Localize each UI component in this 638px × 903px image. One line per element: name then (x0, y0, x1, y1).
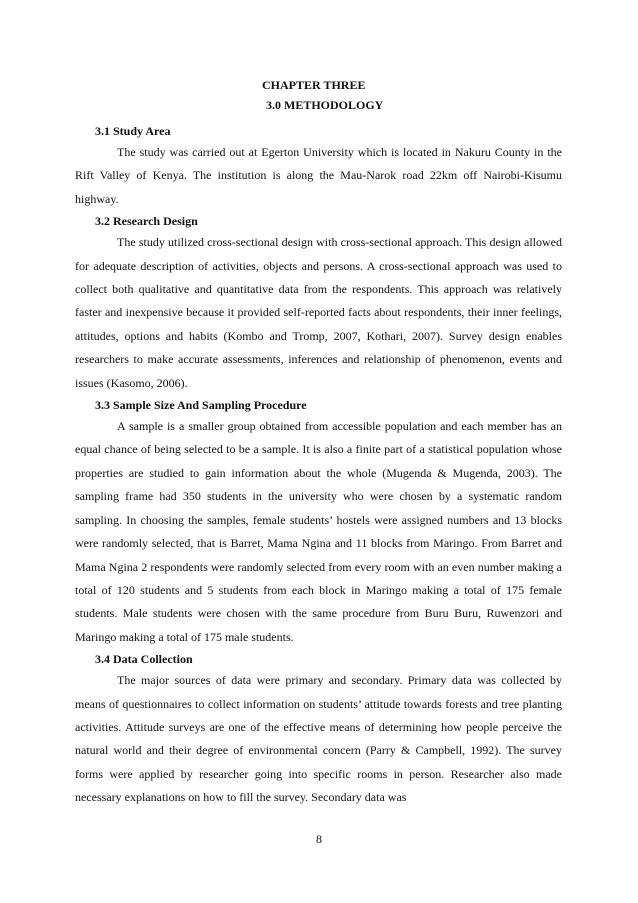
section-heading-data-collection: 3.4 Data Collection (95, 652, 193, 667)
chapter-title: CHAPTER THREE (262, 78, 366, 92)
section-heading-study-area: 3.1 Study Area (95, 124, 171, 138)
section-heading-research-design: 3.2 Research Design (95, 214, 198, 229)
section-text-data-collection: The major sources of data were primary and secondary. Primary data was collected by means of questionnaires to collect information on students’ attitude towards forests and tree planting activities. Attitude surveys are one of the effective means of determining how people perceive the natural world and their degree of environmental concern (Parry & Campbell, 1992). The survey forms were applied by researcher going into specific rooms in person. Researcher also made necessary explanations on how to fill the survey. Secondary data was (75, 673, 562, 805)
chapter-subtitle: 3.0 METHODOLOGY (266, 98, 384, 112)
section-text-research-design: The study utilized cross-sectional design with cross-sectional approach. This design allowed for adequate description of activities, objects and persons. A cross-sectional approach was used to collect both qualitative and quantitative data from the respondents. This approach was relatively faster and inexpensive because it provided self-reported facts about respondents, their inner feelings, attitudes, options and habits (Kombo and Tromp, 2007, Kothari, 2007). Survey design enables researchers to make accurate assessments, inferences and relationship of phenomenon, events and issues (Kasomo, 2006). (75, 235, 562, 390)
document-body (75, 121, 562, 810)
section-text-sampling: A sample is a smaller group obtained from accessible population and each member has an equal chance of being selected to be a sample. It is also a finite part of a statistical population whose properties are studied to gain information about the whole (Mugenda & Mugenda, 2003). The sampling frame had 350 students in the university who were chosen by a systematic random sampling. In choosing the samples, female students’ hostels were assigned numbers and 13 blocks were randomly selected, that is Barret, Mama Ngina and 11 blocks from Maringo. From Barret and Mama Ngina 2 respondents were randomly selected from every room with an even number making a total of 120 students and 5 students from each block in Maringo making a total of 175 female students. Male students were chosen with the same procedure from Buru Buru, Ruwenzori and Maringo making a total of 175 male students. (75, 419, 562, 644)
page-number: 8 (316, 832, 322, 846)
section-text-study-area: The study was carried out at Egerton University which is located in Nakuru County in the Rift Valley of Kenya. The institution is along the Mau-Narok road 22km off Nairobi-Kisumu highway. (75, 145, 562, 206)
section-heading-sampling: 3.3 Sample Size And Sampling Procedure (95, 398, 307, 413)
